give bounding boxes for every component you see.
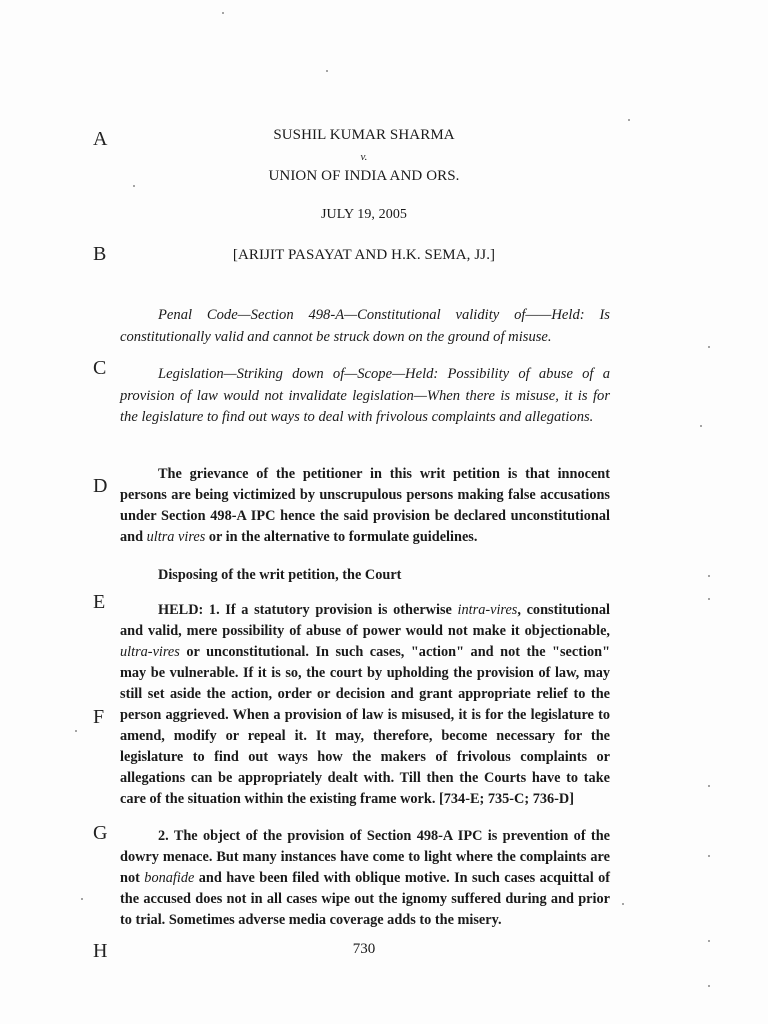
headnote-legislation: Legislation—Striking down of—Scope—Held: Possibility of abuse of a provision of law would not invalidate legislation—When there is misuse, it is for the legislature to find out ways to deal with frivolous complaints and allegations. bbox=[120, 366, 610, 425]
petitioner-name: SUSHIL KUMAR SHARMA bbox=[273, 127, 455, 143]
held-1-text-b: , constitutional and valid, mere possibility of abuse of power would not make it objectionable, bbox=[120, 602, 610, 639]
scan-speck bbox=[708, 785, 710, 787]
judgment-date: JULY 19, 2005 bbox=[320, 207, 408, 222]
scan-speck bbox=[81, 898, 83, 900]
versus-label: v. bbox=[360, 151, 368, 163]
margin-letter-a: A bbox=[93, 128, 108, 150]
scan-speck bbox=[222, 12, 224, 14]
grievance-end: or in the alternative to formulate guidelines. bbox=[208, 529, 478, 545]
page-number: 730 bbox=[352, 941, 376, 957]
margin-letter-b: B bbox=[93, 243, 107, 265]
scan-speck bbox=[708, 940, 710, 942]
margin-letter-h: H bbox=[93, 940, 108, 962]
grievance-italic: ultra vires bbox=[146, 529, 206, 545]
scan-speck bbox=[708, 985, 710, 987]
margin-letter-d: D bbox=[93, 475, 108, 497]
scan-speck bbox=[75, 730, 77, 732]
bench-line: [ARIJIT PASAYAT AND H.K. SEMA, JJ.] bbox=[232, 247, 496, 263]
held-1-text-c: or unconstitutional. In such cases, "action" and not the "section" may be vulnerable. If it is so, the court by upholding the provision of law, may still set aside the action, order or decision and grant appropriate relief to the person aggrieved. When a provision of law is misused, it is for the legislature to amend, modify or repeal it. It may, therefore, become necessary for the legislature to find out ways how the makers of frivolous complaints or allegations can be appropriately dealt with. Till then the Courts have to take care of the situation within the existing frame work. [734-E; 735-C; 736-D] bbox=[120, 644, 611, 807]
scan-speck bbox=[708, 855, 710, 857]
held-1-text-a: HELD: 1. If a statutory provision is otherwise bbox=[158, 602, 452, 618]
scan-speck bbox=[326, 70, 328, 72]
disposing-line: Disposing of the writ petition, the Court bbox=[158, 567, 402, 583]
held-2-text-a: 2. The object of the provision of Section 498-A IPC is prevention of the dowry menace. But many instances have come to light where the complaints are not bbox=[120, 828, 610, 886]
margin-letter-e: E bbox=[93, 591, 106, 613]
held-1-italic-a: intra-vires bbox=[457, 602, 518, 618]
respondent-name: UNION OF INDIA AND ORS. bbox=[268, 168, 460, 184]
scan-speck bbox=[708, 598, 710, 600]
grievance-paragraph bbox=[120, 464, 610, 548]
held-paragraph-1 bbox=[120, 600, 610, 810]
margin-letter-f: F bbox=[93, 706, 105, 728]
scan-speck bbox=[708, 346, 710, 348]
margin-letter-g: G bbox=[93, 822, 108, 844]
held-1-italic-b: ultra-vires bbox=[120, 644, 180, 660]
grievance-text: The grievance of the petitioner in this writ petition is that innocent persons are being victimized by unscrupulous persons making false accusations under Section 498-A IPC hence the said provision be declared unconstitutional and bbox=[120, 466, 610, 545]
scan-speck bbox=[700, 425, 702, 427]
held-2-italic: bonafide bbox=[144, 870, 195, 886]
margin-letter-c: C bbox=[93, 357, 107, 379]
held-paragraph-2 bbox=[120, 826, 610, 931]
held-2-text-b: and have been filed with oblique motive. In such cases acquittal of the accused does not in all cases wipe out the ignomy suffered during and prior to trial. Sometimes adverse media coverage adds to the misery. bbox=[120, 870, 610, 928]
scan-speck bbox=[622, 903, 624, 905]
scan-speck bbox=[133, 185, 135, 187]
scan-speck bbox=[628, 119, 630, 121]
headnote-penal-code: Penal Code—Section 498-A—Constitutional validity of——Held: Is constitutionally valid and cannot be struck down on the ground of misuse. bbox=[120, 307, 610, 345]
scan-speck bbox=[708, 575, 710, 577]
